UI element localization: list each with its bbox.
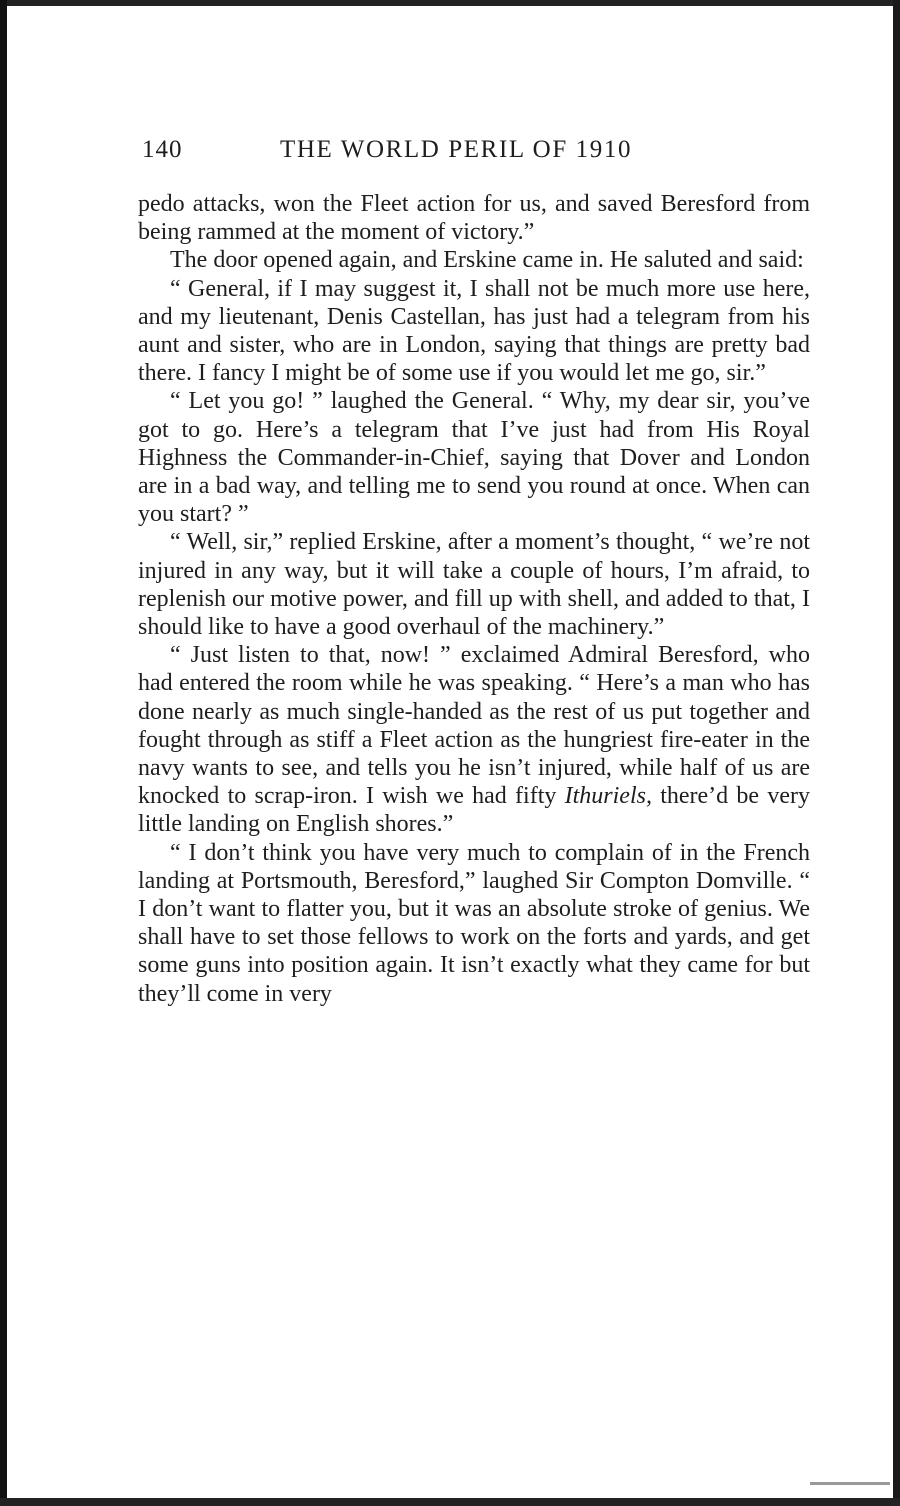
scan-edge-bottom: [0, 1498, 900, 1506]
paragraph: The door opened again, and Erskine came in. He saluted and said:: [170, 247, 804, 274]
scan-edge-left: [0, 0, 7, 1506]
paragraph: “ I don’t think you have very much to complain of in the French landing at Portsmouth, Beresford,” laughed Sir Compton Domville. “ I don’t want to flatter you, but it was an absolute stroke of genius. We shall have to set those fellows to work on the forts and yards, and get some guns into position again. It isn’t exactly what they came for but they’ll come in very: [138, 839, 810, 1007]
book-title: THE WORLD PERIL OF 1910: [280, 136, 633, 163]
paragraph: “ Let you go! ” laughed the General. “ Why, my dear sir, you’ve got to go. Here’s a telegram that I’ve just had from His Royal Highness the Commander-in-Chief, saying that Dover and London are in a bad way, and telling me to send you round at once. When can you start? ”: [138, 388, 810, 528]
body-text: [138, 190, 810, 1008]
page-number: 140: [142, 136, 183, 163]
paragraph: “ Well, sir,” replied Erskine, after a moment’s thought, “ we’re not injured in any way, but it will take a couple of hours, I’m afraid, to replenish our motive power, and fill up with shell, and added to that, I should like to have a good overhaul of the machinery.”: [138, 529, 810, 641]
scan-edge-right: [893, 0, 900, 1506]
scan-edge-top: [0, 0, 900, 6]
running-head: [138, 136, 814, 170]
paragraph: [138, 641, 810, 838]
ship-name: Ithuriels,: [564, 783, 652, 810]
paragraph-text: there’d be very little landing on English shores.”: [138, 783, 810, 838]
paragraph: “ General, if I may suggest it, I shall not be much more use here, and my lieutenant, Denis Castellan, has just had a telegram from his aunt and sister, who are in London, saying that things are pretty bad there. I fancy I might be of some use if you would let me go, sir.”: [138, 275, 810, 387]
paragraph-continued: pedo attacks, won the Fleet action for us, and saved Beresford from being rammed at the moment of victory.”: [138, 191, 810, 246]
paragraph-text: “ Just listen to that, now! ” exclaimed Admiral Beresford, who had entered the room while he was speaking. “ Here’s a man who has done nearly as much single-handed as the rest of us put together and fought through as stiff a Fleet action as the hungriest fire-eater in the navy wants to see, and tells you he isn’t injured, while half of us are knocked to scrap-iron. I wish we had fifty: [138, 642, 810, 810]
scan-smudge: [810, 1482, 890, 1485]
